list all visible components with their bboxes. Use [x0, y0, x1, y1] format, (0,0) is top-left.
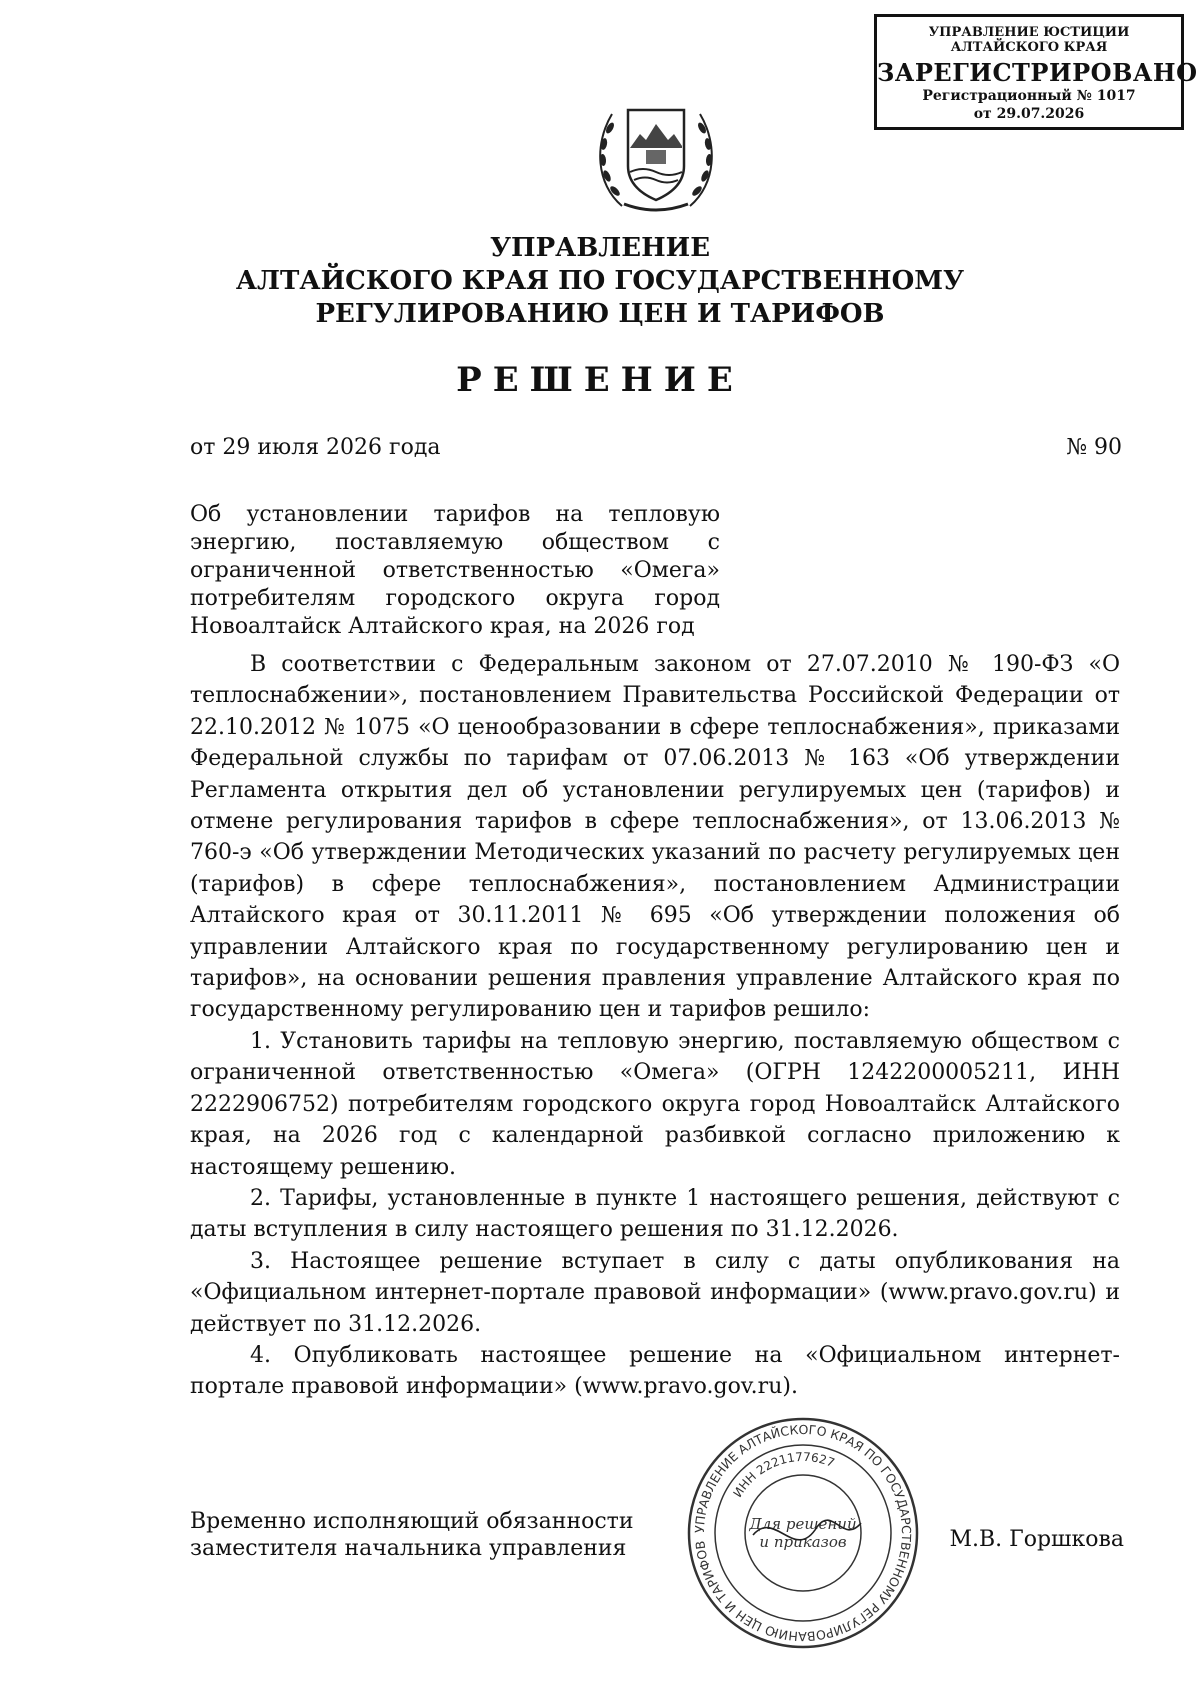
- registration-stamp: [874, 14, 1198, 130]
- signatory-title-line1: Временно исполняющий обязанности: [190, 1509, 634, 1534]
- authority-line1: УПРАВЛЕНИЕ: [489, 233, 711, 263]
- stamp-org-line2: АЛТАЙСКОГО КРАЯ: [950, 40, 1108, 55]
- seal-inn-text: ИНН 2221177627: [730, 1449, 837, 1500]
- stamp-org: [877, 25, 1181, 55]
- seal-center-line1: Для решений: [749, 1515, 857, 1533]
- document-body: [190, 649, 1120, 1403]
- stamp-status: ЗАРЕГИСТРИРОВАНО: [877, 58, 1198, 87]
- stamp-reg-number: Регистрационный № 1017: [922, 88, 1136, 104]
- signatory-name: М.В. Горшкова: [949, 1527, 1124, 1552]
- coat-of-arms-emblem-icon: [588, 88, 724, 218]
- item-2-paragraph: 2. Тарифы, установленные в пункте 1 настоящего решения, действуют с даты вступления в силу настоящего решения по 31.12.2026.: [190, 1185, 1120, 1243]
- document-title: РЕШЕНИЕ: [456, 360, 744, 400]
- stamp-reg-date: от 29.07.2026: [973, 106, 1085, 122]
- official-seal-stamp-icon: [683, 1413, 923, 1653]
- stamp-org-line1: УПРАВЛЕНИЕ ЮСТИЦИИ: [928, 25, 1130, 40]
- document-number: № 90: [1066, 435, 1122, 460]
- authority-line2: АЛТАЙСКОГО КРАЯ ПО ГОСУДАРСТВЕННОМУ: [235, 266, 965, 296]
- item-3-paragraph: 3. Настоящее решение вступает в силу с даты опубликования на «Официальном интернет-портале правовой информации» (www.pravo.gov.ru) и действует по 31.12.2026.: [190, 1248, 1120, 1337]
- signatory-title-line2: заместителя начальника управления: [190, 1536, 627, 1561]
- seal-outer-text: УПРАВЛЕНИЕ АЛТАЙСКОГО КРАЯ ПО ГОСУДАРСТВЕННОМУ РЕГУЛИРОВАНИЮ ЦЕН И ТАРИФОВ: [691, 1421, 915, 1645]
- document-subject: Об установлении тарифов на тепловую энергию, поставляемую обществом с ограниченной ответственностью «Омега» потребителям городского округа город Новоалтайск Алтайского края, на 2026 год: [190, 502, 720, 639]
- authority-line3: РЕГУЛИРОВАНИЮ ЦЕН И ТАРИФОВ: [315, 299, 885, 329]
- document-date: от 29 июля 2026 года: [190, 435, 441, 460]
- item-1-paragraph: 1. Установить тарифы на тепловую энергию, поставляемую обществом с ограниченной ответственностью «Омега» (ОГРН 1242200005211, ИНН 2222906752) потребителям городского округа город Новоалтайск Алтайского края, на 2026 год с календарной разбивкой согласно приложению к настоящему решению.: [190, 1028, 1120, 1180]
- preamble-paragraph: В соответствии с Федеральным законом от 27.07.2010 № 190-ФЗ «О теплоснабжении», постановлением Правительства Российской Федерации от 22.10.2012 № 1075 «О ценообразовании в сфере теплоснабжения», приказами Федеральной службы по тарифам от 07.06.2013 № 163 «Об утверждении Регламента открытия дел об установлении регулируемых цен (тарифов) и отмене регулирования тарифов в сфере теплоснабжения», от 13.06.2013 № 760-э «Об утверждении Методических указаний по расчету регулируемых цен (тарифов) в сфере теплоснабжения», постановлением Администрации Алтайского края от 30.11.2011 № 695 «Об утверждении положения об управлении Алтайского края по государственному регулированию цен и тарифов», на основании решения правления управление Алтайского края по государственному регулированию цен и тарифов решило:: [190, 652, 1120, 1023]
- item-4-paragraph: 4. Опубликовать настоящее решение на «Официальном интернет-портале правовой информации» (www.pravo.gov.ru).: [190, 1342, 1120, 1400]
- issuing-authority: [150, 232, 1050, 331]
- signatory-title: [190, 1508, 634, 1562]
- seal-center-line2: и приказов: [759, 1533, 847, 1551]
